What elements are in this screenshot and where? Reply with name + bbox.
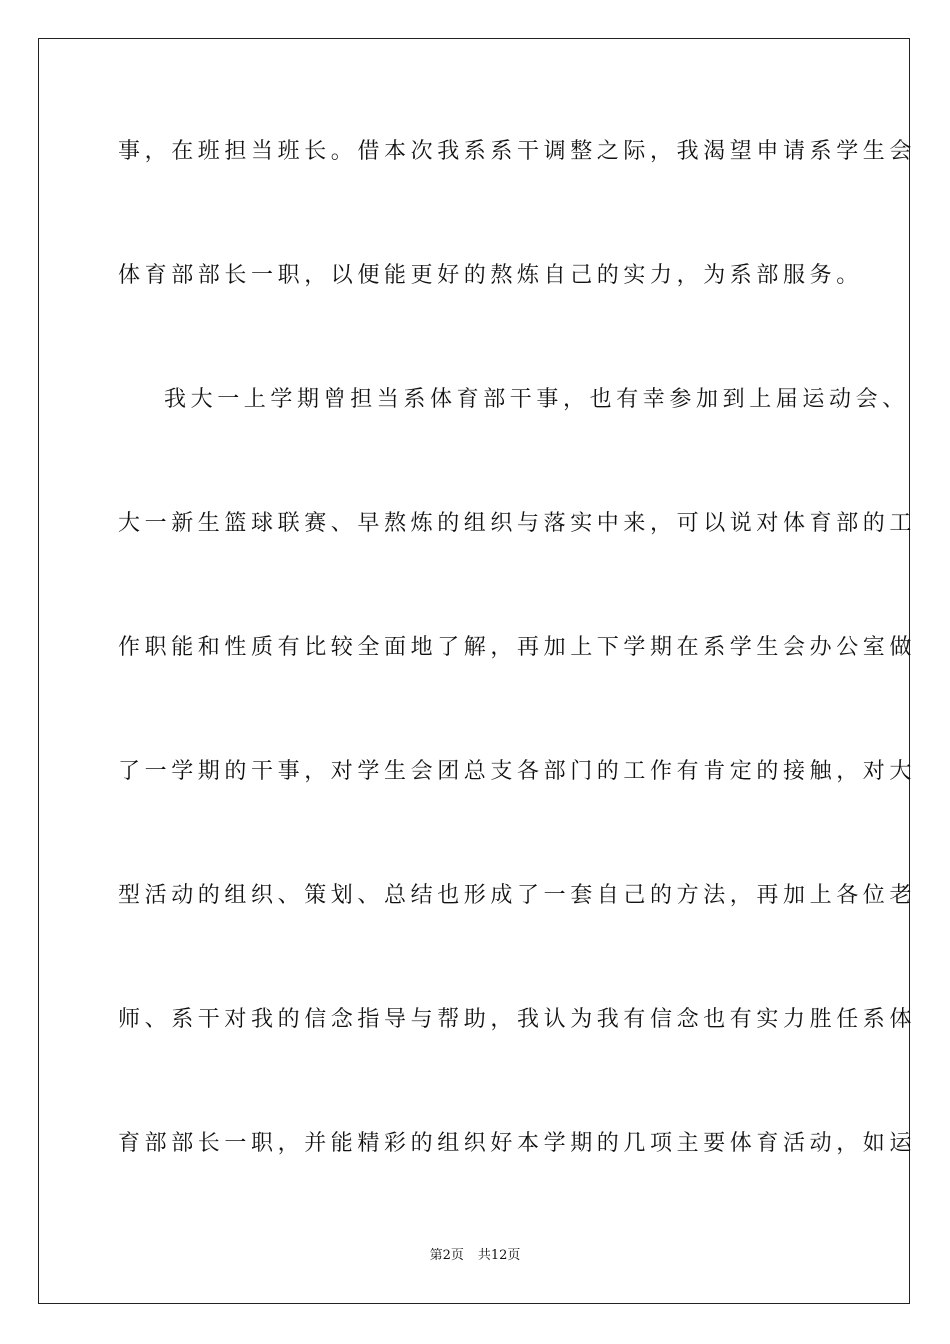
text-line: 事，在班担当班长。借本次我系系干调整之际，我渴望申请系学生会 — [118, 139, 917, 164]
text-line: 体育部部长一职，以便能更好的熬炼自己的实力，为系部服务。 — [118, 263, 863, 288]
text-line: 育部部长一职，并能精彩的组织好本学期的几项主要体育活动，如运 — [118, 1131, 917, 1156]
page-number: 第2页 — [429, 1248, 464, 1263]
text-line: 师、系干对我的信念指导与帮助，我认为我有信念也有实力胜任系体 — [118, 1007, 917, 1032]
paragraph-start-line: 我大一上学期曾担当系体育部干事，也有幸参加到上届运动会、 — [164, 387, 909, 412]
text-line: 大一新生篮球联赛、早熬炼的组织与落实中来，可以说对体育部的工 — [118, 511, 917, 536]
text-line: 了一学期的干事，对学生会团总支各部门的工作有肯定的接触，对大 — [118, 759, 917, 784]
text-line: 型活动的组织、策划、总结也形成了一套自己的方法，再加上各位老 — [118, 883, 917, 908]
page-footer — [0, 1247, 950, 1265]
page-border — [38, 38, 917, 1304]
page-total: 共12页 — [477, 1248, 521, 1263]
text-line: 作职能和性质有比较全面地了解，再加上下学期在系学生会办公室做 — [118, 635, 917, 660]
